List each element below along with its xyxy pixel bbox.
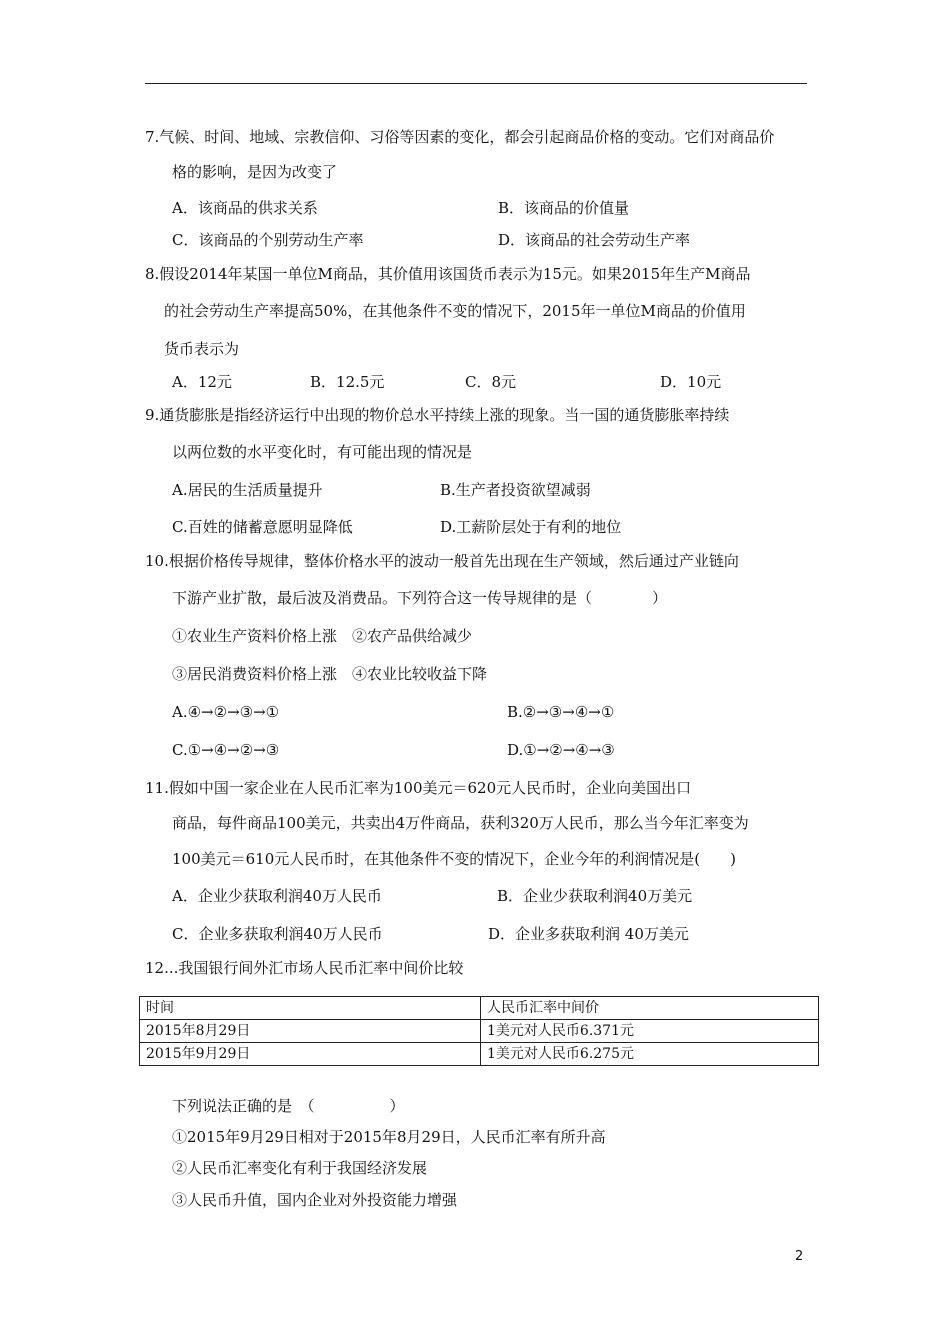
table-cell: 2015年8月29日	[140, 1020, 481, 1043]
q11-option-b: B．企业少获取利润40万美元	[497, 887, 693, 905]
q9-option-d: D.工薪阶层处于有利的地位	[440, 518, 622, 536]
q7-stem-line1: 7.气候、时间、地域、宗教信仰、习俗等因素的变化，都会引起商品价格的变动。它们对商品价	[145, 128, 775, 146]
q10-option-c: C.①→④→②→③	[172, 741, 280, 759]
q8-option-c: C．8元	[465, 373, 517, 391]
q7-option-a: A．该商品的供求关系	[172, 199, 318, 217]
q11-stem-line2: 商品，每件商品100美元，共卖出4万件商品，获利320万人民币，那么当今年汇率变为	[172, 814, 749, 832]
table-header-cell: 时间	[140, 997, 481, 1020]
q8-stem-line1: 8.假设2014年某国一单位M商品，其价值用该国货币表示为15元。如果2015年生产M商品	[145, 265, 751, 283]
table-cell: 1美元对人民币6.275元	[481, 1043, 819, 1066]
q12-stem: 12...我国银行间外汇市场人民币汇率中间价比较	[145, 959, 464, 977]
table-row	[140, 1020, 819, 1043]
q7-stem-line2: 格的影响，是因为改变了	[172, 163, 338, 181]
table-cell: 1美元对人民币6.371元	[481, 1020, 819, 1043]
q11-stem-line3: 100美元＝610元人民币时，在其他条件不变的情况下，企业今年的利润情况是( )	[172, 850, 736, 868]
q7-option-b: B．该商品的价值量	[498, 199, 630, 217]
page-number: 2	[795, 1249, 804, 1264]
q11-stem-line1: 11.假如中国一家企业在人民币汇率为100美元＝620元人民币时，企业向美国出口	[145, 779, 692, 797]
table-cell: 2015年9月29日	[140, 1043, 481, 1066]
q10-item-line1: ①农业生产资料价格上涨 ②农产品供给减少	[172, 627, 473, 645]
q9-option-b: B.生产者投资欲望减弱	[440, 481, 591, 499]
q9-stem-line1: 9.通货膨胀是指经济运行中出现的物价总水平持续上涨的现象。当一国的通货膨胀率持续	[145, 406, 730, 424]
q9-stem-line2: 以两位数的水平变化时，有可能出现的情况是	[172, 443, 473, 461]
q7-option-c: C．该商品的个别劳动生产率	[172, 231, 364, 249]
q11-option-d: D．企业多获取利润 40万美元	[488, 925, 689, 943]
table-header-cell: 人民币汇率中间价	[481, 997, 819, 1020]
q7-option-d: D．该商品的社会劳动生产率	[498, 231, 691, 249]
exchange-rate-table	[139, 996, 819, 1066]
q8-option-a: A．12元	[172, 373, 232, 391]
q10-option-b: B.②→③→④→①	[507, 703, 615, 721]
q8-option-d: D．10元	[660, 373, 722, 391]
header-rule	[145, 83, 807, 84]
q8-stem-line2: 的社会劳动生产率提高50%，在其他条件不变的情况下，2015年一单位M商品的价值用	[164, 302, 746, 320]
q10-item-line2: ③居民消费资料价格上涨 ④农业比较收益下降	[172, 665, 488, 683]
q10-stem-line1: 10.根据价格传导规律，整体价格水平的波动一般首先出现在生产领域，然后通过产业链向	[145, 552, 739, 570]
q12-item-line3: ③人民币升值，国内企业对外投资能力增强	[172, 1191, 458, 1209]
q12-item-line1: ①2015年9月29日相对于2015年8月29日，人民币汇率有所升高	[172, 1128, 606, 1146]
q10-option-a: A.④→②→③→①	[172, 703, 280, 721]
q12-prompt: 下列说法正确的是 （ ）	[172, 1097, 405, 1115]
q12-item-line2: ②人民币汇率变化有利于我国经济发展	[172, 1159, 428, 1177]
q8-option-b: B．12.5元	[310, 373, 385, 391]
table-row	[140, 1043, 819, 1066]
q11-option-c: C．企业多获取利润40万人民币	[172, 925, 383, 943]
q8-stem-line3: 货币表示为	[164, 340, 240, 358]
q11-option-a: A．企业少获取利润40万人民币	[172, 887, 382, 905]
q10-stem-line2: 下游产业扩散，最后波及消费品。下列符合这一传导规律的是（ ）	[172, 589, 668, 607]
q9-option-c: C.百姓的储蓄意愿明显降低	[172, 518, 353, 536]
q9-option-a: A.居民的生活质量提升	[172, 481, 323, 499]
table-header-row	[140, 997, 819, 1020]
q10-option-d: D.①→②→④→③	[507, 741, 615, 759]
